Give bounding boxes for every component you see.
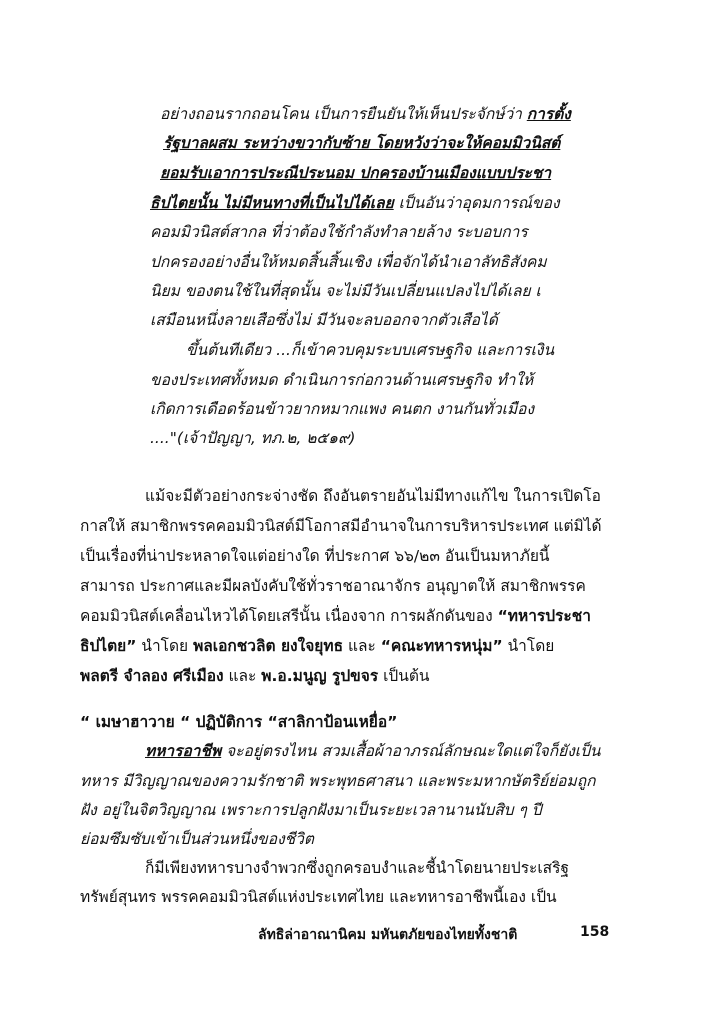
quote-line-5: คอมมิวนิสต์สากล ที่ว่าต้องใช้กำลังทำลายล้าง ระบอบการ (150, 223, 528, 241)
bold-term: ธิปไตย” (80, 637, 137, 655)
quote-line-11: เกิดการเดือดร้อนข้าวยากหมากแพง คนตก งานกันทั่วเมือง (150, 400, 535, 418)
quote-text: อย่างถอนรากถอนโคน เป็นการยืนยันให้เห็นประจักษ์ว่า (160, 105, 527, 123)
quote-line-2: รัฐบาลผสม ระหว่างขวากับซ้าย โดยหวังว่าจะให้คอมมิวนิสต์ (163, 134, 561, 152)
bold-name: พลตรี จำลอง ศรีเมือง (80, 667, 224, 685)
bold-term: “ทหารประชา (497, 607, 591, 625)
bold-name: พลเอกชวลิต ยงใจยุทธ (193, 637, 344, 655)
quote-emphasis: ธิปไตยนั้น ไม่มีหนทางที่เป็นไปได้เลย (150, 194, 394, 212)
paragraph-line-7: พลตรี จำลอง ศรีเมือง และ พ.อ.มนูญ รูปขจร เป็นต้น (80, 667, 430, 685)
quote-citation: ...."(เจ้าปัญญา, ทภ.๒, ๒๕๑๙) (150, 429, 356, 447)
paragraph-line-5: คอมมิวนิสต์เคลื่อนไหวได้โดยเสรีนั้น เนื่องจาก การผลักดันของ “ทหารประชา (80, 607, 591, 625)
quote-line-1 (160, 104, 571, 124)
quote-line-7: นิยม ของตนใช้ในที่สุดนั้น จะไม่มีวันเปลี่ยนแปลงไปได้เลย เ (150, 282, 541, 300)
quote-line-4 (150, 193, 560, 213)
paragraph-line-2: กาสให้ สมาชิกพรรคคอมมิวนิสต์มีโอกาสมีอำนาจในการบริหารประเทศ แต่มิได้ (80, 517, 602, 535)
footer-book-title: ลัทธิล่าอาณานิคม มหันตภัยของไทยทั้งชาติ (258, 927, 518, 943)
section-line-5: ก็มีเพียงทหารบางจำพวกซึ่งถูกครอบงำและชี้นำโดยนายประเสริฐ (145, 859, 570, 877)
section-line-3: ฝัง อยู่ในจิตวิญญาณ เพราะการปลูกฝังมาเป็นระยะเวลานานนับสิบ ๆ ปี (80, 801, 542, 819)
bold-term: ทหารอาชีพ (145, 742, 222, 760)
page-number: 158 (580, 924, 610, 940)
section-line-1: ทหารอาชีพ จะอยู่ตรงไหน สวมเสื้อผ้าอาภรณ์ลักษณะใดแต่ใจก็ยังเป็น (145, 742, 601, 760)
paragraph-line-3: เป็นเรื่องที่น่าประหลาดใจแต่อย่างใด ที่ประกาศ ๖๖/๒๓ อันเป็นมหาภัยนี้ (80, 547, 550, 565)
quote-line-10: ของประเทศทั้งหมด ดำเนินการก่อกวนด้านเศรษฐกิจ ทำให้ (150, 371, 534, 389)
paragraph-line-1: แม้จะมีตัวอย่างกระจ่างชัด ถึงอันตรายอันไม่มีทางแก้ไข ในการเปิดโอ (145, 487, 601, 505)
section-line-2: ทหาร มีวิญญาณของความรักชาติ พระพุทธศาสนา และพระมหากษัตริย์ย่อมถูก (80, 772, 596, 790)
quote-line-9: ขึ้นต้นทีเดียว ...ก็เข้าควบคุมระบบเศรษฐกิจ และการเงิน (186, 341, 555, 359)
bold-name: พ.อ.มนูญ รูปขจร (261, 667, 379, 685)
section-line-4: ย่อมซึมซับเข้าเป็นส่วนหนึ่งของชีวิต (80, 830, 314, 848)
quote-line-8: เสมือนหนึ่งลายเสือซึ่งไม่ มีวันจะลบออกจากตัวเสือได้ (150, 311, 498, 329)
bold-term: “คณะทหารหนุ่ม” (380, 637, 503, 655)
quote-text: เป็นอันว่าอุดมการณ์ของ (393, 194, 560, 212)
section-line-6: ทรัพย์สุนทร พรรคคอมมิวนิสต์แห่งประเทศไทย และทหารอาชีพนี้เอง เป็น (80, 888, 557, 906)
quote-line-3: ยอมรับเอาการประณีประนอม ปกครองบ้านเมืองแบบประชา (160, 164, 552, 182)
quote-emphasis: การตั้ง (526, 105, 571, 123)
paragraph-line-6: ธิปไตย” นำโดย พลเอกชวลิต ยงใจยุทธ และ “คณะทหารหนุ่ม” นำโดย (80, 637, 555, 655)
section-heading: “ เมษาฮาวาย “ ปฏิบัติการ “สาลิกาป้อนเหยื่อ” (80, 713, 398, 731)
quote-line-6: ปกครองอย่างอื่นให้หมดสิ้นสิ้นเชิง เพื่อจักได้นำเอาลัทธิสังคม (150, 253, 547, 271)
paragraph-line-4: สามารถ ประกาศและมีผลบังคับใช้ทั่วราชอาณาจักร อนุญาตให้ สมาชิกพรรค (80, 577, 586, 595)
